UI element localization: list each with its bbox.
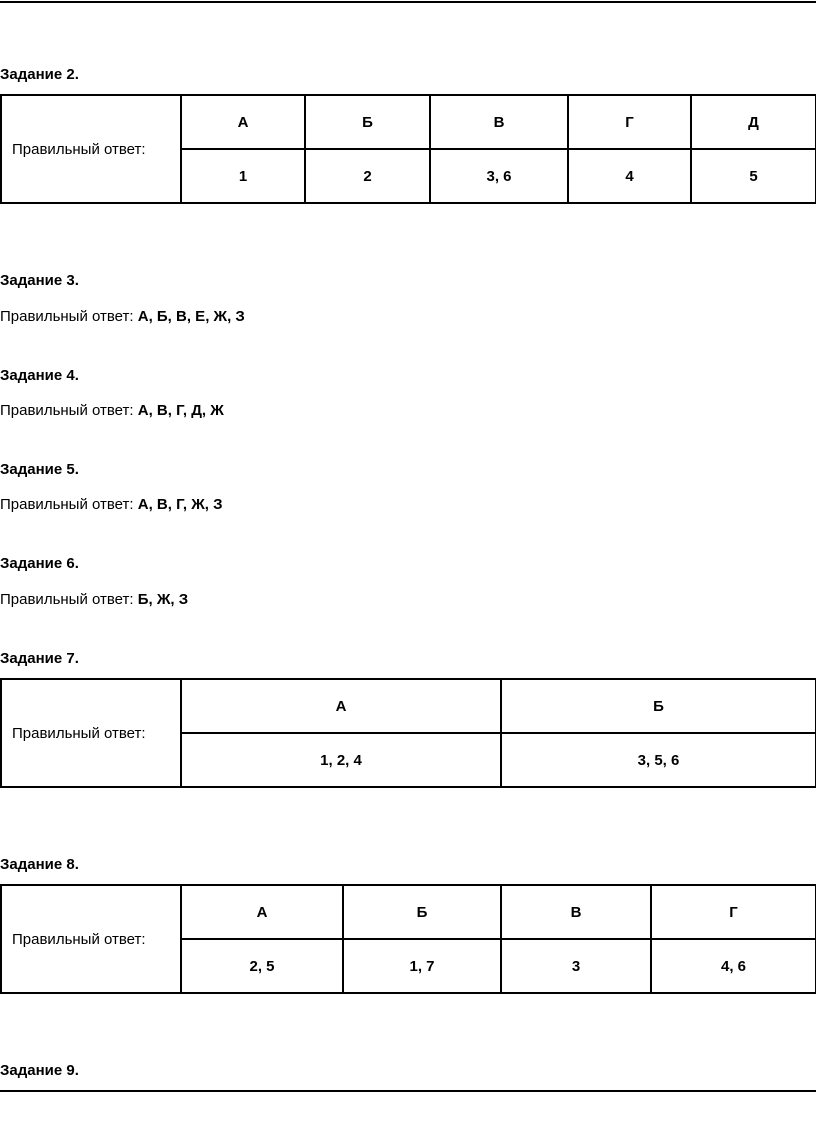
table-row: [1, 679, 816, 733]
answer-label: Правильный ответ:: [1, 885, 181, 993]
task-8-heading: Задание 8.: [0, 856, 79, 873]
answer-cell: 3: [501, 939, 651, 993]
task-5-answer: [0, 496, 223, 513]
column-header: Д: [691, 95, 816, 149]
answer-label: Правильный ответ:: [0, 591, 134, 608]
answer-cell: 3, 6: [430, 149, 568, 203]
answer-label: Правильный ответ:: [1, 679, 181, 787]
task-6-heading: Задание 6.: [0, 555, 79, 572]
answer-cell: 4: [568, 149, 691, 203]
answer-cell: 2: [305, 149, 430, 203]
answer-cell: 1: [181, 149, 305, 203]
answer-value: А, В, Г, Д, Ж: [137, 402, 224, 419]
answer-label: Правильный ответ:: [0, 496, 134, 513]
column-header: А: [181, 95, 305, 149]
column-header: В: [430, 95, 568, 149]
column-header: А: [181, 885, 343, 939]
bottom-divider: [0, 1090, 816, 1092]
answer-value: А, В, Г, Ж, З: [137, 496, 223, 513]
top-divider: [0, 1, 816, 3]
task-7-answer-table: [0, 678, 816, 788]
table-row: [1, 95, 816, 149]
answer-value: А, Б, В, Е, Ж, З: [137, 308, 245, 325]
answer-cell: 5: [691, 149, 816, 203]
column-header: В: [501, 885, 651, 939]
task-9-heading: Задание 9.: [0, 1062, 79, 1079]
answer-cell: 1, 7: [343, 939, 501, 993]
task-3-heading: Задание 3.: [0, 272, 79, 289]
column-header: Б: [343, 885, 501, 939]
answer-value: Б, Ж, З: [137, 591, 189, 608]
column-header: Г: [651, 885, 816, 939]
column-header: А: [181, 679, 501, 733]
column-header: Б: [305, 95, 430, 149]
answer-cell: 1, 2, 4: [181, 733, 501, 787]
task-3-answer: [0, 308, 245, 325]
answer-cell: 4, 6: [651, 939, 816, 993]
column-header: Г: [568, 95, 691, 149]
answer-label: Правильный ответ:: [0, 402, 134, 419]
answer-label: Правильный ответ:: [1, 95, 181, 203]
answer-cell: 3, 5, 6: [501, 733, 816, 787]
task-4-answer: [0, 402, 224, 419]
answer-label: Правильный ответ:: [0, 308, 134, 325]
task-8-answer-table: [0, 884, 816, 994]
answer-cell: 2, 5: [181, 939, 343, 993]
task-2-answer-table: [0, 94, 816, 204]
table-row: [1, 885, 816, 939]
task-7-heading: Задание 7.: [0, 650, 79, 667]
task-2-heading: Задание 2.: [0, 66, 79, 83]
task-4-heading: Задание 4.: [0, 367, 79, 384]
task-6-answer: [0, 591, 188, 608]
task-5-heading: Задание 5.: [0, 461, 79, 478]
column-header: Б: [501, 679, 816, 733]
